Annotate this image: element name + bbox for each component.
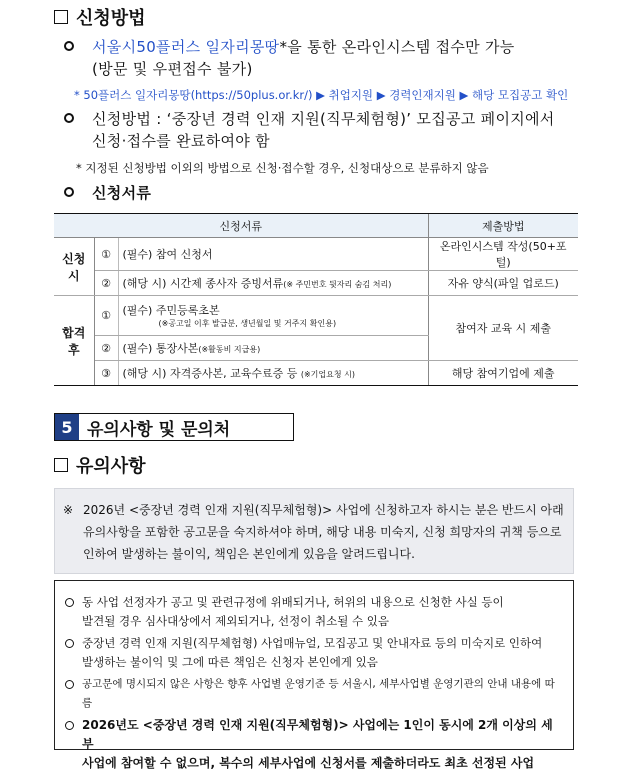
list-item: 2026년도 <중장년 경력 인재 지원(직무체험형)> 사업에는 1인이 동시에 2개 이상의 세부 사업에 참여할 수 없으며, 복수의 세부사업에 신청서를 제출하더라도 최초 선정된 사업 (65, 716, 563, 773)
row-number: ① (94, 296, 118, 336)
apply-bullet-2: 신청방법 : ‘중장년 경력 인재 지원(직무체험형)’ 모집공고 페이지에서 신청·접수를 완료하여야 함 (64, 108, 584, 152)
circle-bullet-icon (65, 639, 74, 648)
circle-bullet-icon (65, 680, 74, 689)
cautions-frame (54, 580, 574, 770)
list-item: 중장년 경력 인재 지원(직무체험형) 사업매뉴얼, 모집공고 및 안내자료 등의 미숙지로 인하여 발생하는 불이익 및 그에 따른 책임은 신청자 본인에게 있음 (65, 634, 563, 672)
group-apply: 신청시 (54, 238, 94, 296)
documents-table-wrap (54, 213, 578, 386)
table-row (54, 361, 578, 386)
doc-name: (필수) 주민등록초본 (※공고일 이후 발급분, 생년월일 및 거주지 확인용) (118, 296, 428, 336)
table-row (54, 238, 578, 271)
row-number: ① (94, 238, 118, 271)
site-path-note: * 50플러스 일자리몽땅(https://50plus.or.kr/) ▶ 취업지원 ▶ 경력인재지원 ▶ 해당 모집공고 확인 (74, 88, 569, 102)
section-number: 5 (55, 414, 79, 440)
table-row (54, 271, 578, 296)
submit-method: 온라인시스템 작성(50+포털) (428, 238, 578, 271)
circle-bullet-icon (64, 113, 74, 123)
apply-bullet-1: 서울시50플러스 일자리몽땅*을 통한 온라인시스템 접수만 가능 (방문 및 우편접수 불가) (64, 36, 584, 80)
circle-bullet-icon (64, 187, 74, 197)
section-title: 유의사항 및 문의처 (87, 419, 231, 440)
row-number: ③ (94, 361, 118, 386)
square-bullet-icon (54, 10, 68, 24)
circle-bullet-icon (65, 721, 74, 730)
circle-bullet-icon (64, 41, 74, 51)
doc-name: (해당 시) 시간제 종사자 증빙서류(※ 주민번호 뒷자리 숨김 처리) (118, 271, 428, 296)
apply-method-heading: 신청방법 (54, 4, 146, 30)
group-after-pass: 합격후 (54, 296, 94, 386)
row-number: ② (94, 336, 118, 361)
circle-bullet-icon (65, 598, 74, 607)
doc-name: (필수) 참여 신청서 (118, 238, 428, 271)
list-item: 동 사업 선정자가 공고 및 관련규정에 위배되거나, 허위의 내용으로 신청한 사실 등이 발견될 경우 심사대상에서 제외되거나, 선정이 취소될 수 있음 (65, 593, 563, 631)
doc-name: (해당 시) 자격증사본, 교육수료증 등 (※기업요청 시) (118, 361, 428, 386)
cautions-heading: 유의사항 (54, 452, 146, 478)
list-item: 공고문에 명시되지 않은 사항은 향후 사업별 운영기준 등 서울시, 세부사업별 운영기관의 안내 내용에 따름 (65, 675, 563, 713)
fifty-plus-link[interactable]: 서울시50플러스 일자리몽땅 (92, 38, 280, 56)
submit-method: 자유 양식(파일 업로드) (428, 271, 578, 296)
header-documents: 신청서류 (54, 214, 428, 238)
square-bullet-icon (54, 458, 68, 472)
submit-method: 참여자 교육 시 제출 (428, 296, 578, 361)
notice-box: ※ 2026년 <중장년 경력 인재 지원(직무체험형)> 사업에 신청하고자 하시는 분은 반드시 아래 유의사항을 포함한 공고문을 숙지하셔야 하며, 해당 내용 미숙지, 신청 희망자의 귀책 등으로 인하여 발생하는 불이익, 책임은 본인에게 있음을 알려드립니다. (54, 488, 574, 574)
header-method: 제출방법 (428, 214, 578, 238)
apply-method-note: * 지정된 신청방법 이외의 방법으로 신청·접수할 경우, 신청대상으로 분류하지 않음 (76, 161, 489, 175)
reference-mark-icon: ※ (63, 503, 74, 517)
apply-bullet-3: 신청서류 (64, 182, 151, 204)
row-number: ② (94, 271, 118, 296)
section-5-title-box (54, 413, 294, 441)
table-row (54, 296, 578, 336)
documents-table (54, 213, 578, 386)
doc-name: (필수) 통장사본(※활동비 지급용) (118, 336, 428, 361)
submit-method: 해당 참여기업에 제출 (428, 361, 578, 386)
